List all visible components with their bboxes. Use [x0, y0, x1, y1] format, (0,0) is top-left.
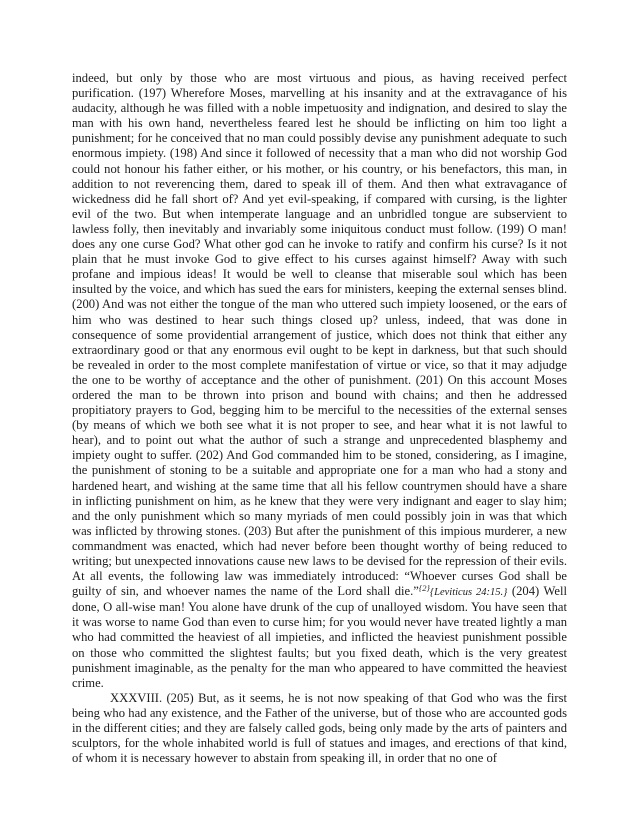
- text-segment-citation: {Leviticus 24:15.}: [429, 587, 508, 599]
- paragraph-sections-197-204: [72, 71, 567, 691]
- text-segment-normal: (204) Well done, O all-wise man! You alone have drunk of the cup of unalloyed wisdom. You have seen that it was worse to name God than even to curse him; for you would never have treated lightly a man who had committed the heaviest of all impieties, and inflicted the heaviest punishment possible on those who committed the slightest faults; but you fixed death, which is the very greatest punishment imaginable, as the penalty for the man who appeared to have committed the heaviest crime.: [72, 584, 567, 690]
- text-segment-superscript: {2}: [418, 583, 430, 594]
- body-text: [72, 71, 567, 766]
- paragraph-section-205: [72, 691, 567, 766]
- text-segment-normal: XXXVIII. (205) But, as it seems, he is not now speaking of that God who was the first being who had any existence, and the Father of the universe, but of those who are accounted gods in the different cities; and they are falsely called gods, being only made by the arts of painters and sculptors, for the whole inhabited world is full of statues and images, and erections of that kind, of whom it is necessary however to abstain from speaking ill, in order that no one of: [72, 690, 567, 766]
- text-segment-normal: indeed, but only by those who are most virtuous and pious, as having received perfect purification. (197) Wherefore Moses, marvelling at his insanity and at the extravagance of his audacity, although he was filled with a noble impetuosity and indignation, and desired to slay the man with his own hand, nevertheless feared lest he should be inflicting on him too light a punishment; for he conceived that no man could possibly devise any punishment adequate to such enormous impiety. (198) And since it followed of necessity that a man who did not worship God could not honour his father either, or his mother, or his country, or his benefactors, this man, in addition to not reverencing them, dared to speak ill of them. And then what extravagance of wickedness did he fall short of? And yet evil-speaking, if compared with cursing, is the lighter evil of the two. But when intemperate language and an unbridled tongue are subservient to lawless folly, then inevitably and invariably some iniquitous conduct must follow. (199) O man! does any one curse God? What other god can he invoke to ratify and confirm his curse? Is it not plain that he must invoke God to give effect to his curses against himself? Away with such profane and impious ideas! It would be well to cleanse that miserable soul which has been insulted by the voice, and which has sued the ears for ministers, keeping the external senses blind. (200) And was not either the tongue of the man who uttered such impiety loosened, or the ears of him who was destined to hear such things closed up? unless, indeed, that was done in consequence of some providential arrangement of justice, which does not think that either any extraordinary good or that any enormous evil ought to be kept in darkness, but that such should be revealed in order to the most complete manifestation of virtue or vice, so that it may adjudge the one to be worthy of acceptance and the other of punishment. (201) On this account Moses ordered the man to be thrown into prison and bound with chains; and then he addressed propitiatory prayers to God, begging him to be merciful to the necessities of the external senses (by means of which we both see what it is not proper to see, and hear what it is not lawful to hear), and to point out what the author of such a strange and unprecedented blasphemy and impiety ought to suffer. (202) And God commanded him to be stoned, considering, as I imagine, the punishment of stoning to be a suitable and appropriate one for a man who had a stony and hardened heart, and wishing at the same time that all his fellow countrymen should have a share in inflicting punishment on him, as he knew that they were very indignant and eager to slay him; and the only punishment which so many myriads of men could possibly join in was that which was inflicted by throwing stones. (203) But after the punishment of this impious murderer, a new commandment was enacted, which had never before been thought worthy of being reduced to writing; but unexpected innovations cause new laws to be devised for the repression of their evils. At all events, the following law was immediately introduced: “Whoever curses God shall be guilty of sin, and whoever names the name of the Lord shall die.”: [72, 71, 567, 599]
